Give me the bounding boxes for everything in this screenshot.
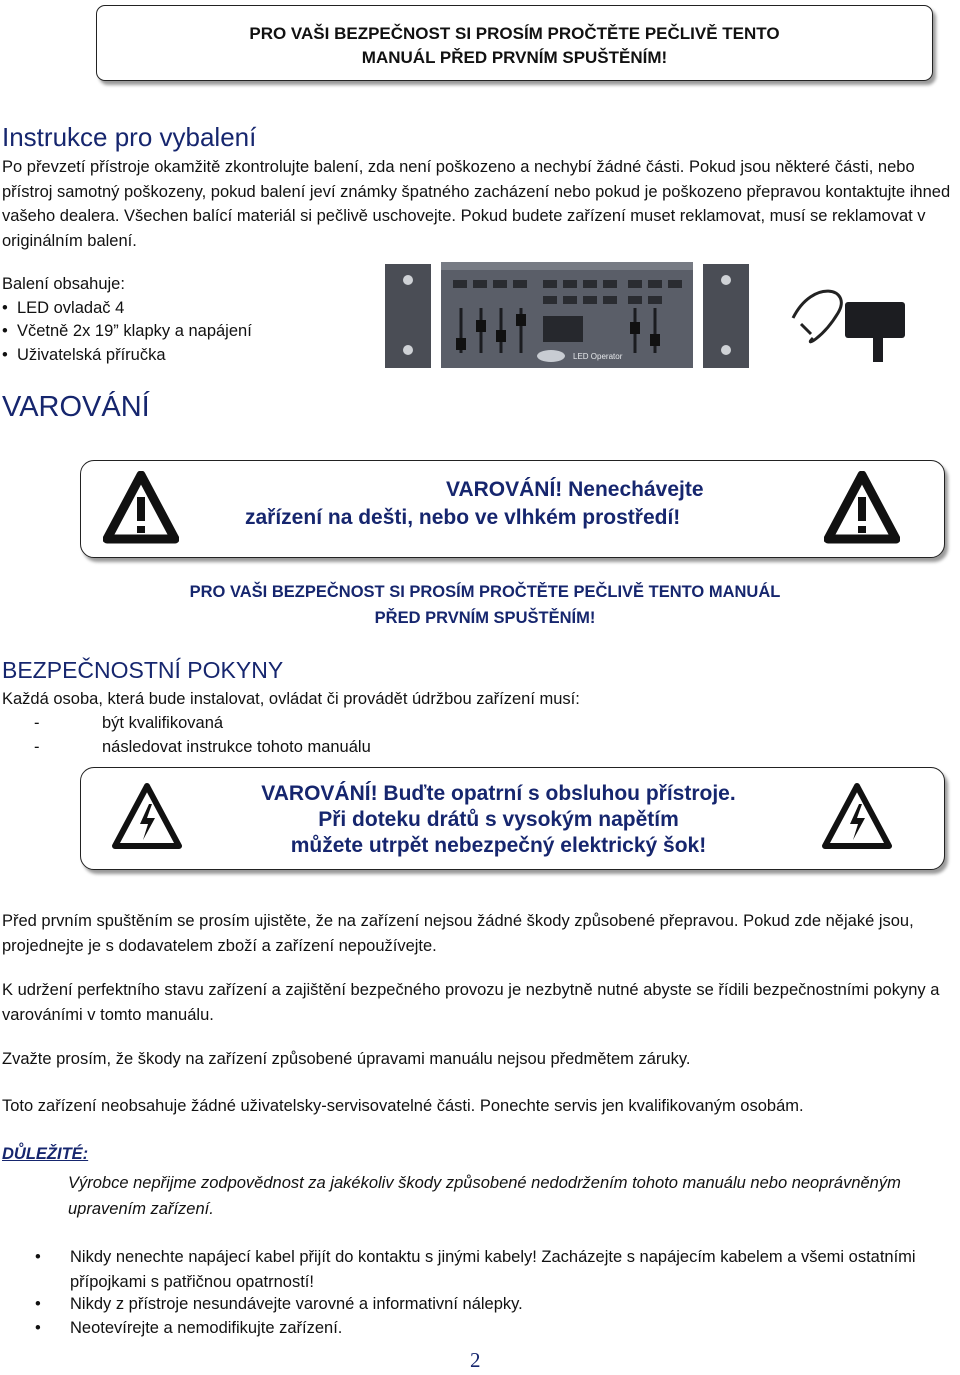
warning-box-shock-line3: můžete utrpět nebezpečný elektrický šok! (290, 834, 707, 857)
contents-item: • LED ovladač 4 (2, 298, 125, 317)
package-contents (2, 273, 382, 367)
warning-box-rain (80, 460, 945, 558)
power-adapter (845, 302, 905, 338)
top-notice-line1: PRO VAŠI BEZPEČNOST SI PROSÍM PROČTĚTE PEČLIVĚ TENTO (249, 24, 780, 43)
unpacking-heading: Instrukce pro vybalení (2, 122, 257, 152)
safety-item: - (34, 738, 40, 756)
paragraph-safe-operation: K udržení perfektního stavu zařízení a zajištění bezpečného provozu je nezbytně nutné abyste se řídili bezpečnostními pokyny a varováními v tomto manuálu. (2, 981, 940, 1024)
important-text: Výrobce nepřijme zodpovědnost za jakékoliv škody způsobené nedodržením tohoto manuálu nebo neoprávněným upravením zařízení. (68, 1174, 901, 1218)
warning-box-shock (80, 767, 945, 870)
power-cable (793, 291, 841, 342)
page-number: 2 (470, 1348, 481, 1372)
safety-item-text: následovat instrukce tohoto manuálu (102, 738, 371, 756)
warning-box-shock-line2: Při doteku drátů s vysokým napětím (318, 808, 679, 831)
mid-notice-line2: PŘED PRVNÍM SPUŠTĚNÍM! (374, 609, 596, 627)
paragraph-warranty: Zvažte prosím, že škody na zařízení způsobené úpravami manuálu nejsou předmětem záruky. (2, 1050, 691, 1068)
top-safety-notice (96, 5, 933, 81)
contents-item: • Včetně 2x 19” klapky a napájení (2, 322, 252, 340)
warning-box-rain-line2: zařízení na dešti, nebo ve vlhkém prostředí! (245, 506, 681, 529)
product-label: LED Operator (573, 352, 623, 361)
list-item: • Nikdy nenechte napájecí kabel přijít do kontaktu s jinými kabely! Zacházejte s napájecím kabelem a všemi ostatními přípojkami s patřičnou opatrností! (35, 1248, 916, 1291)
safety-item-text: být kvalifikovaná (102, 714, 224, 732)
mid-notice-line1: PRO VAŠI BEZPEČNOST SI PROSÍM PROČTĚTE PEČLIVĚ TENTO MANUÁL (189, 583, 781, 601)
safety-heading: BEZPEČNOSTNÍ POKYNY (2, 657, 284, 683)
unpacking-text: Po převzetí přístroje okamžitě zkontrolujte balení, zda není poškozeno a nechybí žádné části. Pokud jsou některé části, nebo přístroj samotný poškozeny, pokud balení jeví známky špatného zacházení nebo pokud je poškozeno přepravou kontaktujte ihned vašeho dealera. Všechen balící materiál si pečlivě uschovejte. Pokud budete zařízení muset reklamovat, musí se reklamovat v originálním balení. (2, 158, 951, 250)
paragraph-no-service-parts: Toto zařízení neobsahuje žádné uživatelsky-servisovatelné části. Ponechte servis jen kvalifikovaným osobám. (2, 1097, 804, 1115)
list-item: • Neotevírejte a nemodifikujte zařízení. (35, 1319, 343, 1337)
warning-triangle-icon (103, 471, 179, 545)
safety-intro: Každá osoba, která bude instalovat, ovládat či provádět údržbou zařízení musí: (2, 690, 580, 708)
list-item: • Nikdy z přístroje nesundávejte varovné a informativní nálepky. (35, 1295, 523, 1313)
product-photo (383, 258, 913, 372)
warning-heading: VAROVÁNÍ (2, 391, 150, 423)
important-label: DŮLEŽITÉ: (2, 1145, 89, 1163)
contents-item: • Uživatelská příručka (2, 345, 166, 364)
safety-item: - (34, 714, 40, 732)
warning-box-rain-line1: VAROVÁNÍ! Nenechávejte (446, 478, 704, 501)
warning-box-shock-line1: VAROVÁNÍ! Buďte opatrní s obsluhou přístroje. (261, 782, 736, 805)
contents-title: Balení obsahuje: (2, 275, 125, 293)
warning-triangle-icon (824, 471, 900, 545)
top-notice-line2: MANUÁL PŘED PRVNÍM SPUŠTĚNÍM! (361, 48, 668, 67)
paragraph-transport-damage: Před prvním spuštěním se prosím ujistěte, že na zařízení nejsou žádné škody způsobené přepravou. Pokud zde nějaké jsou, projednejte je s dodavatelem zboží a zařízení nepoužívejte. (2, 912, 914, 955)
